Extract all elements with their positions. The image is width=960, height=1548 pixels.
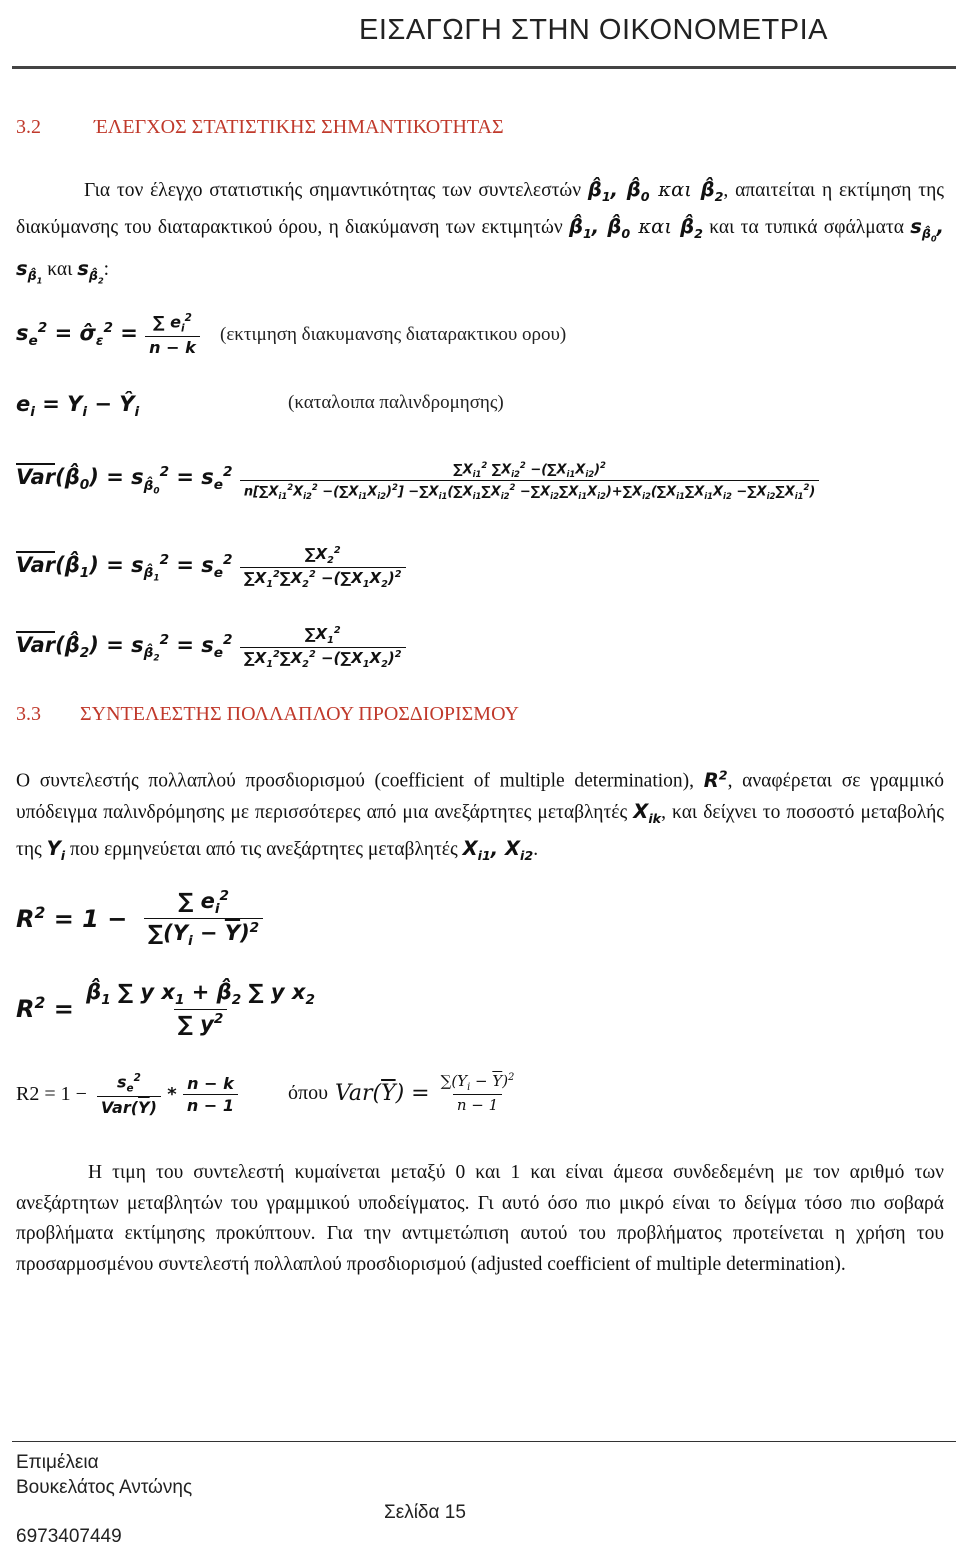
footer-editor-label: Επιμέλεια [16, 1452, 99, 1473]
equation-note-residuals: (καταλοιπα παλινδρομησης) [288, 392, 504, 413]
equation-var-beta0: $Var(\betâ_0) = s_{\betâ_0}^2 = s_e^2$ $\sum X_{i1}^2$ $\sum X_{i2}^2 -(\sum X_{i1}X_{i2})^2$ $n[\sum X_{i1}^2X_{i2}^2 -(\sum X_{i1}X_{i2})^2] -\sum X_{i1}(\sum X_{i1}\sum X_{i2}^2 -\sum X_{i2}\sum X_{i1}X_{i2})+\sum X_{i2}(\sum X_{i1}\sum X_{i1}X_{i2} -\sum X_{i2}\sum X_{i1}^2)$ [16, 460, 819, 501]
section-title: ΈΛΕΓΧΟΣ ΣΤΑΤΙΣΤΙΚΗΣ ΣΗΜΑΝΤΙΚΟΤΗΤΑΣ [94, 116, 504, 138]
section-3-2-heading [16, 116, 504, 139]
section-3-3-paragraph-1: Ο συντελεστής πολλαπλού προσδιορισμού (coefficient of multiple determination), $R^2$, αναφέρεται σε γραμμικό υπόδειγμα παλινδρόμησης με περισσότερες από μια ανεξάρτητες μεταβλητές $X_{ik}$, και δείχνει το ποσοστό μεταβολής της $Y_i$ που ερμηνεύεται από τις ανεξάρτητες μεταβλητές $X_{i1}$, $X_{i2}$. [16, 767, 945, 864]
equation-note-error-variance: (εκτιμηση διακυμανσης διαταρακτικου ορου) [220, 324, 567, 345]
section-3-2-intro: Για τον έλεγχο στατιστικής σημαντικότητας των συντελεστών $\betâ_1$, $\betâ_0$ και $\betâ_2$, απαιτείται η εκτίμηση της διακύμανσης του διαταρακτικού όρου, η διακύμανση των εκτιμητών $\betâ_1$, $\betâ_0$ και $\betâ_2$ και τα τυπικά σφάλματα $s_{\betâ_0}$, $s_{\betâ_1}$ και $s_{\betâ_2}$: [16, 178, 945, 286]
equation-r2-variance: R2 = 1 − $\frac{s_e^2}{Var(\overline{Y})}$ * $\frac{n - k}{n - 1}$ [16, 1072, 238, 1117]
section-3-3-heading [16, 703, 519, 726]
equation-r2-betas: $R^2$ = $\frac{\betâ_1 \sum y x_1 + \betâ_2 \sum y x_2}{\sum y^2}$ [16, 980, 315, 1037]
footer-author: Βουκελάτος Αντώνης [16, 1477, 193, 1498]
section-3-3-paragraph-2: Η τιμη του συντελεστή κυμαίνεται μεταξύ 0 και 1 και είναι άμεσα συνδεδεμένη με τον αριθμό των ανεξάρτητων μεταβλητών του γραμμικού υποδείγματος. Γι αυτό όσο πιο μικρό είναι το δείγμα τόσο πιο σοβαρά προβλήματα εκτίμησης προκύπτουν. Για την αντιμετώπιση αυτού του προβλήματος προτείνεται η χρήση του προσαρμοσμένου συντελεστή πολλαπλού προσδιορισμού (adjusted coefficient of multiple determination). [16, 1162, 944, 1275]
footer-divider [12, 1441, 956, 1442]
equation-error-variance: $s_e^2$ = $\sigmâ_\varepsilon^2$ = $\frac{\sum e_i^2}{n - k}$ [16, 312, 200, 357]
equation-r2-residual: $R^2 = 1$ − $\frac{\sum e_i^2}{\sum(Y_i - \overline{Y})^2}$ [16, 888, 263, 949]
header-divider [12, 66, 956, 69]
equation-var-beta1: $Var(\betâ_1) = s_{\betâ_1}^2 = s_e^2$ $\frac{\sum X_2^2}{\sum X_1^2\sum X_2^2 -(\sum X_1X_2)^2}$ [16, 545, 406, 590]
section-title: ΣΥΝΤΕΛΕΣΤΗΣ ΠΟΛΛΑΠΛΟΥ ΠΡΟΣΔΙΟΡΙΣΜΟΥ [80, 703, 519, 725]
page-header-title: ΕΙΣΑΓΩΓΗ ΣΤΗΝ ΟΙΚΟΝΟΜΕΤΡΙΑ [359, 14, 828, 46]
footer-phone: 6973407449 [16, 1526, 122, 1547]
section-number: 3.2 [16, 116, 41, 138]
equation-var-beta2: $Var(\betâ_2) = s_{\betâ_2}^2 = s_e^2$ $\frac{\sum X_1^2}{\sum X_1^2\sum X_2^2 -(\sum X_1X_2)^2}$ [16, 625, 406, 670]
equation-var-y: όπου $Var(\overline{Y})$ = $\frac{\sum(Y_i - \overline{Y})^2}{n - 1}$ [288, 1072, 515, 1114]
footer-page-number: Σελίδα 15 [384, 1502, 466, 1523]
section-number: 3.3 [16, 703, 41, 725]
equation-residuals: $e_i = Y_i$ − $Ŷ_i$ [16, 392, 140, 421]
